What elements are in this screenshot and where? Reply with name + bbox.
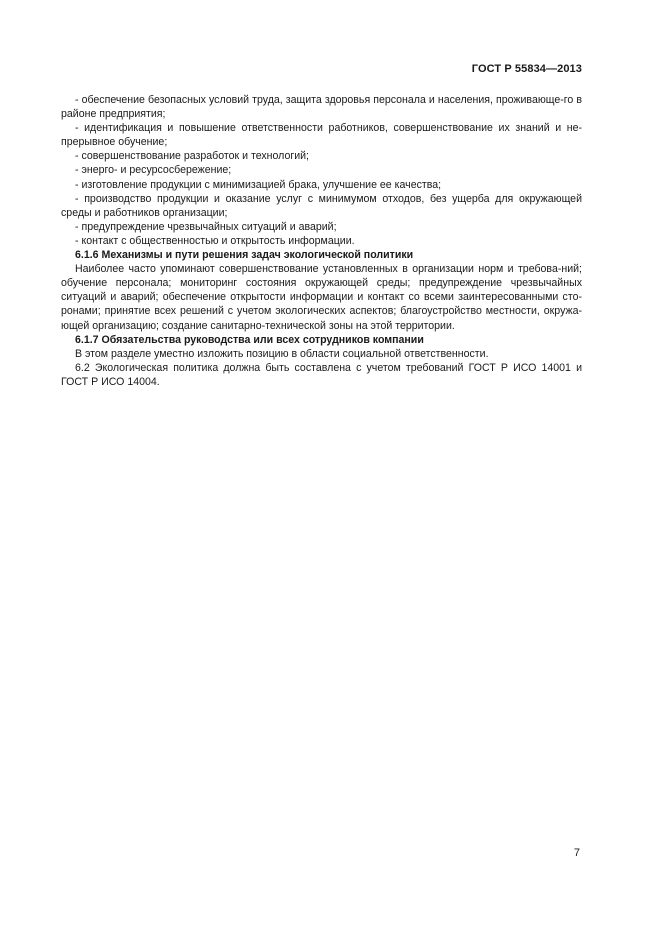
page-number: 7 [573,847,580,859]
list-item: - изготовление продукции с минимизацией брака, улучшение ее качества; [75,178,442,191]
page-body [61,93,582,389]
body-paragraph: В этом разделе уместно изложить позицию в области социальной ответственности. [75,347,489,360]
list-item: - совершенствование разработок и технологий; [75,150,309,163]
document-id-header: ГОСТ Р 55834—2013 [471,63,582,75]
section-heading-6-1-6: 6.1.6 Механизмы и пути решения задач экологической политики [75,249,414,262]
list-item: - энерго- и ресурсосбережение; [75,164,232,177]
list-item: - идентификация и повышение ответственности работников, совершенствование их знаний и не-прерывное обучение; [61,122,582,149]
list-item: - производство продукции и оказание услуг с минимумом отходов, без ущерба для окружающей среды и работников организации; [61,192,582,219]
body-paragraph: 6.2 Экологическая политика должна быть составлена с учетом требований ГОСТ Р ИСО 14001 и ГОСТ Р ИСО 14004. [61,361,582,388]
list-item: - предупреждение чрезвычайных ситуаций и аварий; [75,220,337,233]
section-heading-6-1-7: 6.1.7 Обязательства руководства или всех сотрудников компании [75,333,424,346]
list-item: - обеспечение безопасных условий труда, защита здоровья персонала и населения, проживающе-го в районе предприятия; [61,94,582,121]
body-paragraph: Наиболее часто упоминают совершенствование установленных в организации норм и требова-ний; обучение персонала; мониторинг состояния окружающей среды; предупреждение чрезвычайных ситуаций и аварий; обеспечение открытости информации и контакт со всеми заинтересованными сто-ронами; принятие всех решений с учетом экологических аспектов; благоустройство местности, окружа-ющей организацию; создание санитарно-технической зоны на этой территории. [61,263,582,332]
list-item: - контакт с общественностью и открытость информации. [75,234,355,247]
